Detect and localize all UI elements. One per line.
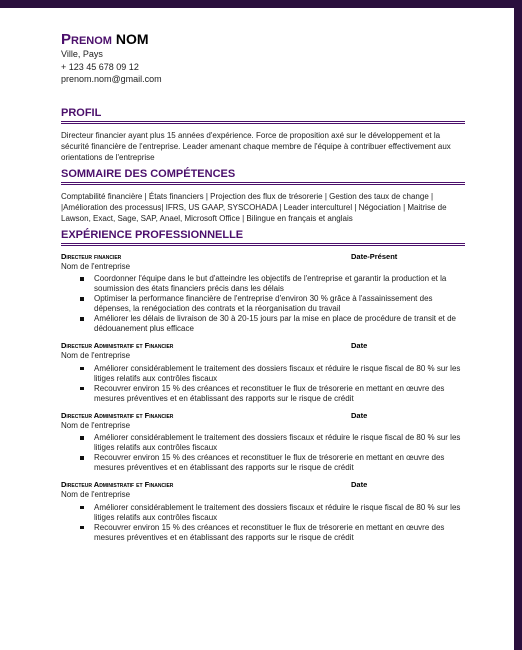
profil-title: PROFIL bbox=[61, 106, 102, 119]
bullet-text: Améliorer considérablement le traitement des dossiers fiscaux et réduire le risque fiscal de 80 % sur les litiges relatifs aux contrôles fiscaux bbox=[94, 363, 461, 383]
job-list bbox=[61, 252, 465, 543]
job-title: Directeur financier bbox=[61, 251, 122, 261]
job-title: Directeur Administratif et Financier bbox=[61, 341, 174, 350]
bullet-text: Recouvrer environ 15 % des créances et reconstituer le flux de trésorerie en mettant en œuvre des mesures préventives et en établissant des rapports sur le risque de crédit bbox=[94, 383, 445, 403]
page-frame-top bbox=[0, 0, 522, 8]
profil-rule bbox=[61, 121, 465, 124]
phone: + 123 45 678 09 12 bbox=[61, 61, 139, 72]
competences-rule bbox=[61, 182, 465, 185]
bullet-text: Recouvrer environ 15 % des créances et reconstituer le flux de trésorerie en mettant en œuvre des mesures préventives et en établissant des rapports sur le risque de crédit bbox=[94, 453, 445, 472]
experience-title: EXPÉRIENCE PROFESSIONNELLE bbox=[61, 228, 244, 241]
square-bullet-icon bbox=[80, 297, 84, 301]
square-bullet-icon bbox=[80, 526, 84, 530]
job-date: Date bbox=[351, 410, 368, 420]
job-title: Directeur Administratif et Financier bbox=[61, 410, 174, 420]
bullet-text: Recouvrer environ 15 % des créances et reconstituer le flux de trésorerie en mettant en œuvre des mesures préventives et en établissant des rapports sur le risque de crédit bbox=[94, 522, 445, 542]
competences-title: SOMMAIRE DES COMPÉTENCES bbox=[61, 167, 236, 180]
company-name: Nom de l'entreprise bbox=[61, 351, 131, 360]
experience-rule bbox=[61, 243, 465, 246]
job-header bbox=[61, 341, 465, 351]
list-item bbox=[94, 384, 465, 404]
bullet-text: Optimiser la performance financière de l'entreprise d'environ 30 % grâce à l'assainissement des dépenses, la renégociation des contrats et la réorganisation du travail bbox=[94, 294, 433, 313]
square-bullet-icon bbox=[80, 317, 84, 321]
list-item bbox=[94, 503, 465, 523]
job-entry bbox=[61, 411, 465, 474]
list-item bbox=[94, 274, 465, 294]
job-header bbox=[61, 252, 465, 262]
job-bullets bbox=[61, 503, 465, 543]
first-name: Prenom bbox=[61, 31, 112, 48]
resume-page bbox=[61, 31, 465, 550]
list-item bbox=[94, 294, 465, 314]
job-date: Date bbox=[351, 341, 368, 350]
page-frame-right bbox=[514, 0, 522, 650]
square-bullet-icon bbox=[80, 367, 84, 371]
bullet-text: Améliorer les délais de livraison de 30 à 20-15 jours par la mise en place de procédure de transit et de dédouanement plus efficace bbox=[94, 314, 456, 333]
square-bullet-icon bbox=[80, 436, 84, 440]
list-item bbox=[94, 523, 465, 543]
company-name: Nom de l'entreprise bbox=[61, 261, 131, 271]
job-bullets bbox=[61, 433, 465, 473]
job-entry bbox=[61, 341, 465, 404]
job-title: Directeur Administratif et Financier bbox=[61, 480, 174, 489]
list-item bbox=[94, 433, 465, 453]
company-name: Nom de l'entreprise bbox=[61, 420, 131, 430]
list-item bbox=[94, 453, 465, 473]
company-name: Nom de l'entreprise bbox=[61, 490, 131, 499]
square-bullet-icon bbox=[80, 387, 84, 391]
bullet-text: Coordonner l'équipe dans le but d'atteindre les objectifs de l'entreprise et garantir la production et la soumission des états financiers précis dans les délais bbox=[94, 274, 447, 293]
email: prenom.nom@gmail.com bbox=[61, 74, 162, 84]
job-entry bbox=[61, 480, 465, 543]
job-date: Date-Présent bbox=[351, 251, 398, 261]
job-header bbox=[61, 411, 465, 421]
location: Ville, Pays bbox=[61, 49, 103, 59]
job-bullets bbox=[61, 364, 465, 404]
bullet-text: Améliorer considérablement le traitement des dossiers fiscaux et réduire le risque fiscal de 80 % sur les litiges relatifs aux contrôles fiscaux bbox=[94, 502, 461, 522]
profil-text: Directeur financier ayant plus 15 années d'expérience. Force de proposition axé sur le développement et la sécurité financière de l'entreprise. Leader amenant chaque membre de l'équipe à contribuer effectivement aux orientations de l'entreprise bbox=[61, 130, 451, 162]
square-bullet-icon bbox=[80, 456, 84, 460]
last-name: NOM bbox=[115, 31, 149, 47]
job-entry bbox=[61, 252, 465, 335]
job-date: Date bbox=[351, 480, 368, 489]
bullet-text: Améliorer considérablement le traitement des dossiers fiscaux et réduire le risque fiscal de 80 % sur les litiges relatifs aux contrôles fiscaux bbox=[94, 433, 461, 452]
list-item bbox=[94, 364, 465, 384]
competences-text: Comptabilité financière | États financiers | Projection des flux de trésorerie | Gestion des taux de change | |Amélioration des processus| IFRS, US GAAP, SYSCOHADA | Leader interculturel | Négociation | Maitrise de Lawson, Exact, Sage, SAP, Anael, Microsoft Office | Bilingue en français et anglais bbox=[61, 191, 447, 223]
square-bullet-icon bbox=[80, 277, 84, 281]
full-name bbox=[61, 31, 465, 48]
job-bullets bbox=[61, 274, 465, 334]
job-header bbox=[61, 480, 465, 490]
list-item bbox=[94, 314, 465, 334]
square-bullet-icon bbox=[80, 506, 84, 510]
